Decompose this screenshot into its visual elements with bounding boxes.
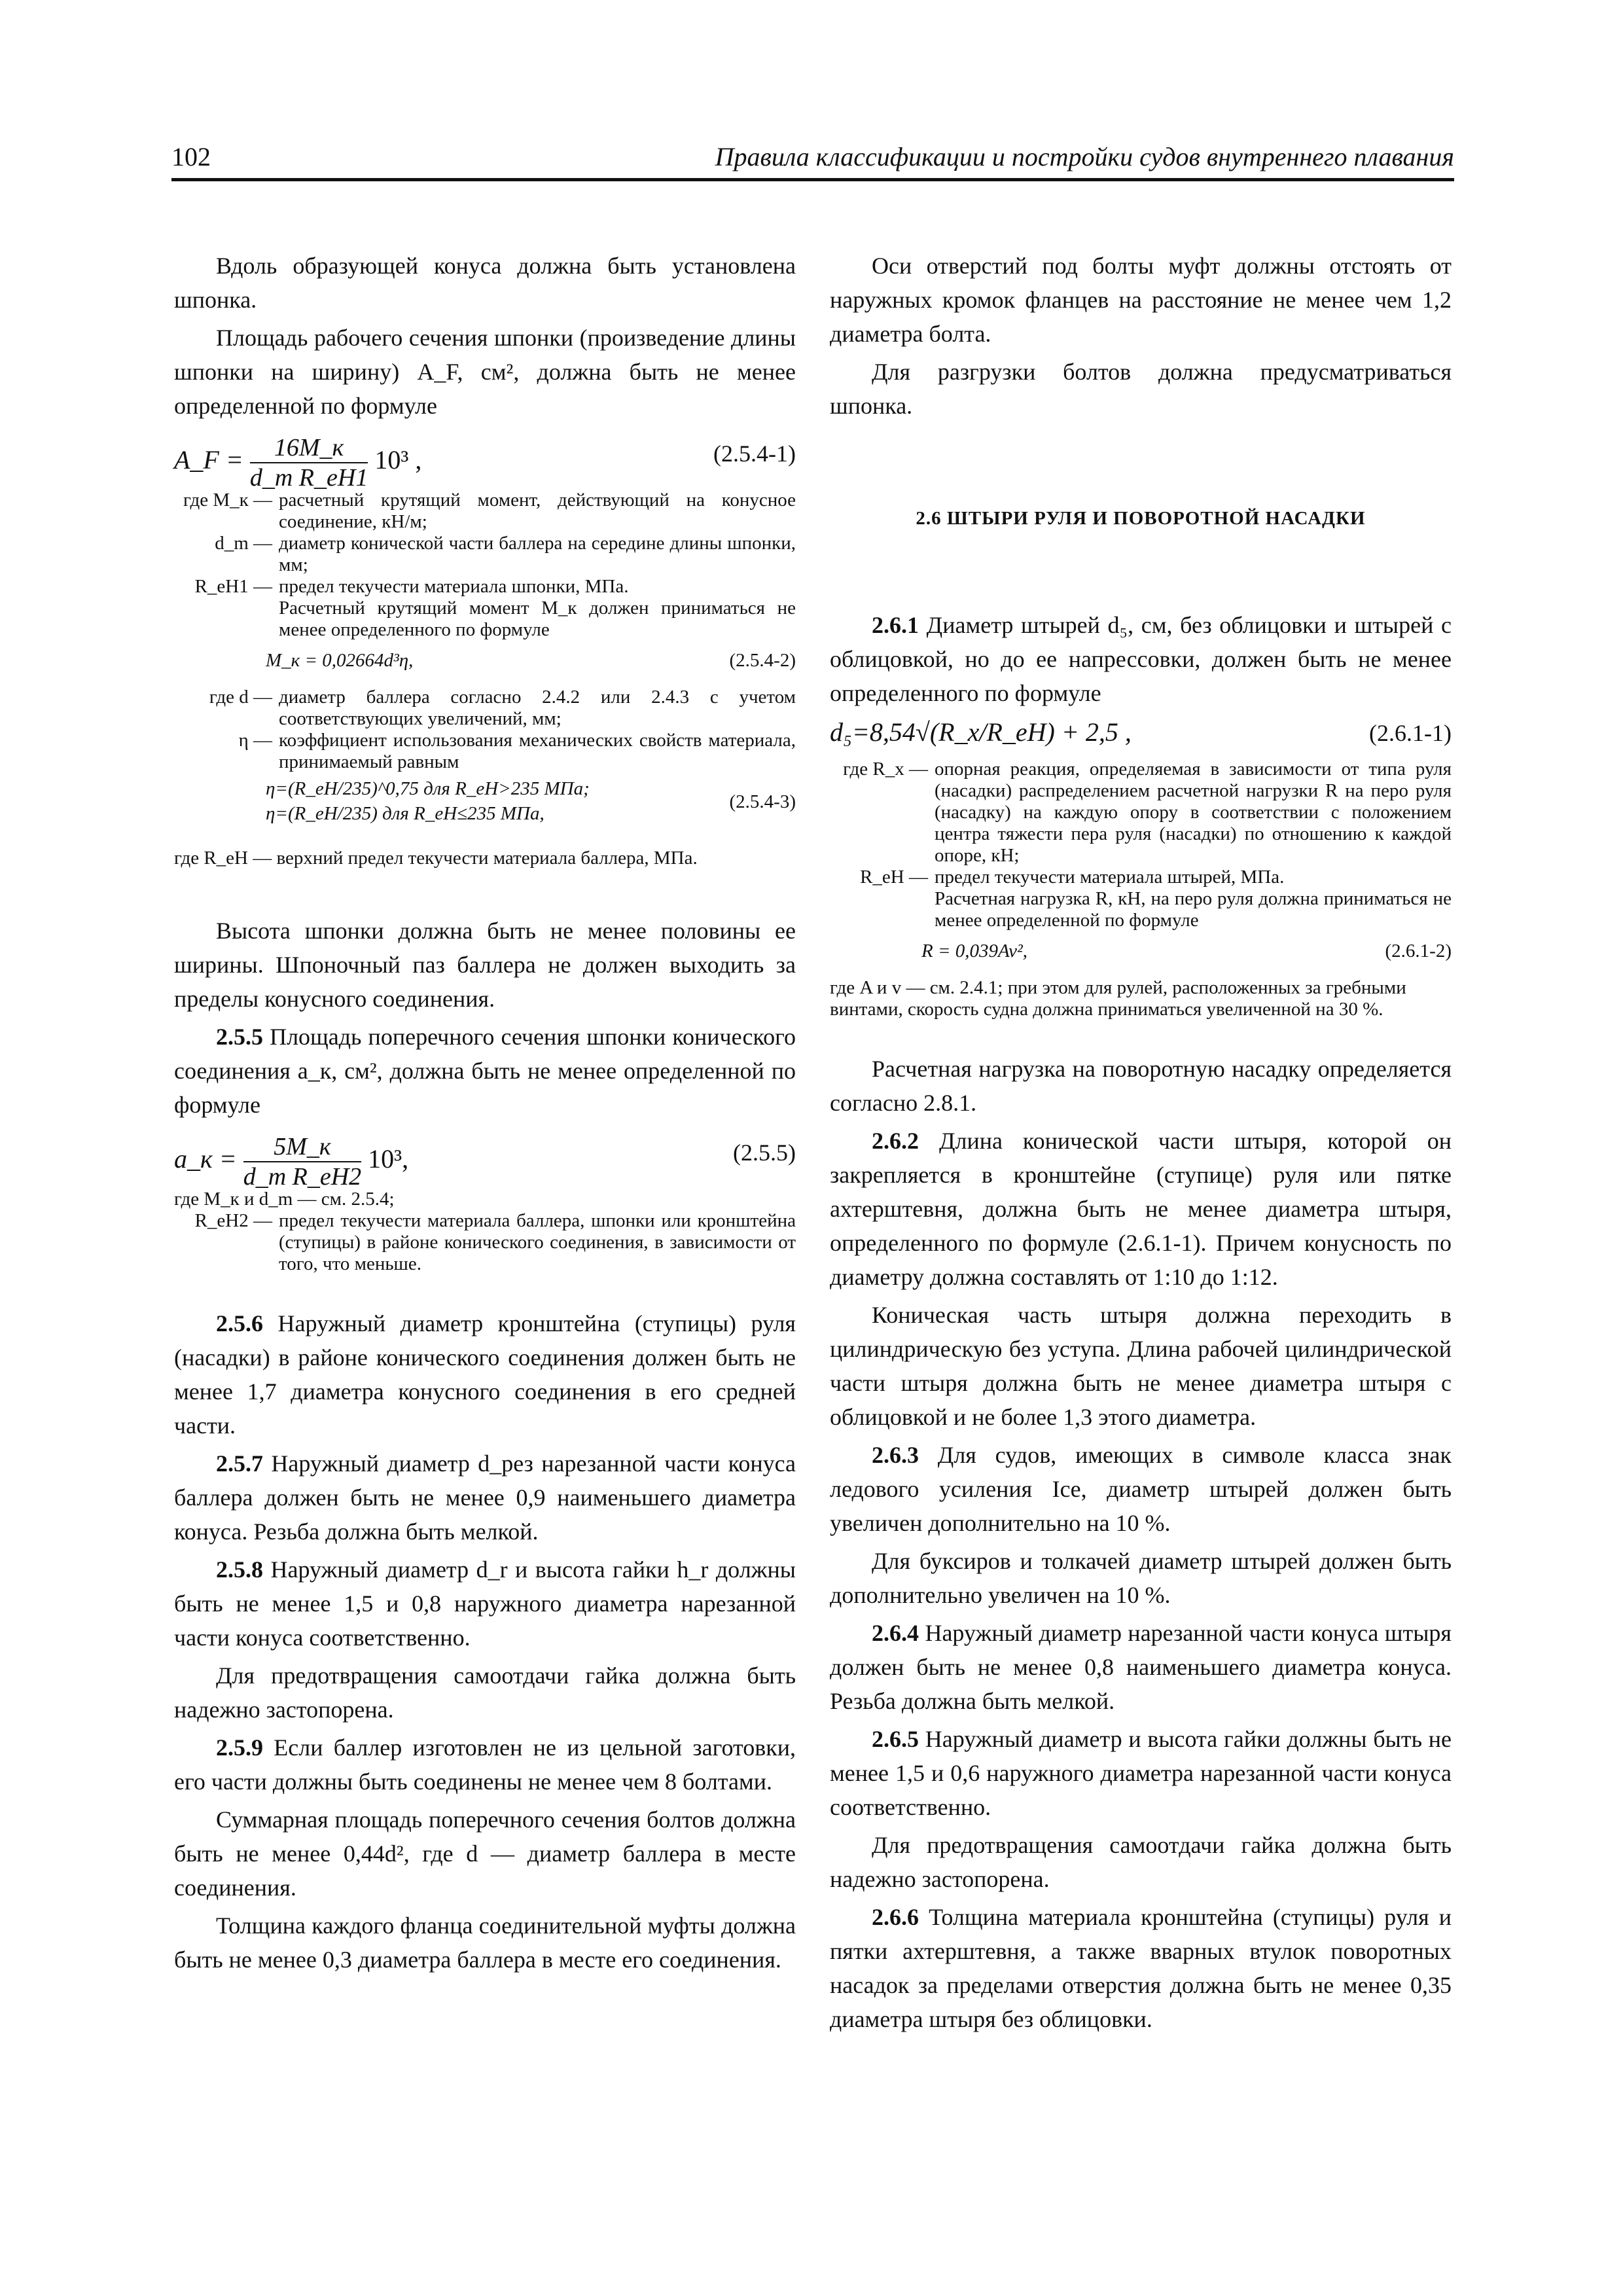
symbol-text: диаметр баллера согласно 2.4.2 или 2.4.3 с учетом соответствующих увеличений, мм; <box>279 687 796 729</box>
formula-number: (2.6.1-2) <box>1385 941 1452 961</box>
fraction <box>243 1132 361 1191</box>
clause-text: Длина конической части штыря, которой он закрепляется в кронштейне (ступице) руля или пятке ахтерштевня, должна быть не менее диаметра штыря, определенного по формуле (2.6.1-1). Причем конусность по диаметру должна составлять от 1:10 до 1:12. <box>830 1128 1452 1290</box>
paragraph <box>174 1731 796 1799</box>
clause-text: Если баллер изготовлен не из цельной заготовки, его части должны быть соединены не менее чем 8 болтами. <box>174 1734 796 1795</box>
clause-number: 2.6.3 <box>872 1442 919 1468</box>
clause-number: 2.5.9 <box>216 1734 263 1761</box>
multiplier: 10³ , <box>374 445 422 475</box>
formula-2-6-1-2 <box>830 937 1452 971</box>
clause-text: Площадь поперечного сечения шпонки конического соединения a_к, см², должна быть не менее определенной по формуле <box>174 1024 796 1118</box>
where-block <box>174 490 796 641</box>
symbol-label: η — <box>238 730 272 751</box>
denominator: d_m R_eH1 <box>249 464 368 492</box>
symbol-label: R_eH1 — <box>194 576 272 597</box>
clause-text: Наружный диаметр d_рез нарезанной части конуса баллера должен быть не менее 0,9 наименьшего диаметра конуса. Резьба должна быть мелкой. <box>174 1450 796 1545</box>
symbol-text: коэффициент использования механических свойств материала, принимаемый равным <box>279 730 796 772</box>
symbol-label: где d — <box>209 687 272 708</box>
symbol-text: опорная реакция, определяемая в зависимости от типа руля (насадки) распределением расчетной нагрузки R на перо руля (насадку) на каждую опору в соответствии с положением центра тяжести пера руля (насадки) по отношению к каждой опоре, кН; <box>935 759 1452 866</box>
paragraph <box>830 1722 1452 1824</box>
formula-2-6-1-1 <box>830 714 1452 753</box>
note-text: Расчетная нагрузка R, кН, на перо руля должна приниматься не менее определенной по формуле <box>935 888 1452 931</box>
paragraph: Вдоль образующей конуса должна быть установлена шпонка. <box>174 253 796 313</box>
symbol-text: расчетный крутящий момент, действующий на конусное соединение, кН/м; <box>279 490 796 532</box>
symbol-label: где M_к — <box>183 490 272 511</box>
paragraph: Для буксиров и толкачей диаметр штырей должен быть дополнительно увеличен на 10 %. <box>830 1548 1452 1608</box>
formula-line: η=(R_eH/235)^0,75 для R_eH>235 МПа; <box>266 778 590 799</box>
paragraph: Толщина каждого фланца соединительной муфты должна быть не менее 0,3 диаметра баллера в месте его соединения. <box>174 1912 796 1973</box>
paragraph: Высота шпонки должна быть не менее половины ее ширины. Шпоночный паз баллера не должен выходить за пределы конусного соединения. <box>174 918 796 1012</box>
paragraph <box>830 608 1452 710</box>
clause-number: 2.6.5 <box>872 1726 919 1752</box>
where-line: где M_к и d_m — см. 2.5.4; <box>174 1189 395 1210</box>
symbol-label: где R_x — <box>843 759 928 780</box>
clause-text: Наружный диаметр нарезанной части конуса штыря должен быть не менее 0,8 наименьшего диаметра конуса. Резьба должна быть мелкой. <box>830 1620 1452 1714</box>
formula-number: (2.5.4-1) <box>713 440 796 467</box>
paragraph: Площадь рабочего сечения шпонки (произведение длины шпонки на ширину) A_F, см², должна быть не менее определенной по формуле <box>174 325 796 419</box>
paragraph <box>174 1446 796 1549</box>
symbol-text: диаметр конической части баллера на середине длины шпонки, мм; <box>279 533 796 575</box>
formula-lhs: a_к = <box>174 1144 237 1174</box>
clause-number: 2.6.4 <box>872 1620 919 1646</box>
where-block <box>174 1189 796 1275</box>
paragraph <box>830 1124 1452 1294</box>
paragraph <box>174 1552 796 1655</box>
page-number: 102 <box>171 142 211 171</box>
formula-expression: M_к = 0,02664d³η, <box>266 650 414 671</box>
formula-number: (2.5.4-2) <box>729 650 796 671</box>
section-heading: 2.6 ШТЫРИ РУЛЯ И ПОВОРОТНОЙ НАСАДКИ <box>916 508 1366 529</box>
numerator: 16M_к <box>250 433 368 463</box>
where-line: где R_eH — верхний предел текучести материала баллера, МПа. <box>174 848 698 869</box>
symbol-label: d_m — <box>215 533 272 554</box>
paragraph: Оси отверстий под болты муфт должны отстоять от наружных кромок фланцев на расстояние не менее чем 1,2 диаметра болта. <box>830 253 1452 347</box>
formula-number: (2.5.5) <box>733 1139 796 1166</box>
symbol-label: R_eH2 — <box>194 1210 272 1231</box>
symbol-label: R_eH — <box>860 867 928 888</box>
paragraph <box>830 1616 1452 1718</box>
where-block <box>830 759 1452 931</box>
clause-text: Для судов, имеющих в символе класса знак ледового усиления Ice, диаметр штырей должен быть увеличен дополнительно на 10 %. <box>830 1442 1452 1536</box>
note-text: Расчетный крутящий момент M_к должен приниматься не менее определенного по формуле <box>279 598 796 640</box>
clause-text: Диаметр штырей d₅, см, без облицовки и штырей с облицовкой, но до ее напрессовки, должен быть не менее определенного по формуле <box>830 612 1452 706</box>
formula-expression: R = 0,039Av², <box>921 941 1027 961</box>
where-line: где A и v — см. 2.4.1; при этом для рулей, расположенных за гребными винтами, скорость судна должна приниматься увеличенной на 30 %. <box>830 977 1406 1020</box>
where-block <box>174 687 796 773</box>
multiplier: 10³, <box>368 1144 409 1174</box>
running-title: Правила классификации и постройки судов внутреннего плавания <box>715 142 1454 171</box>
paragraph: Суммарная площадь поперечного сечения болтов должна быть не менее 0,44d², где d — диаметр баллера в месте соединения. <box>174 1806 796 1901</box>
clause-number: 2.5.6 <box>216 1310 263 1336</box>
formula-expression: d₅=8,54√(R_x/R_eH) + 2,5 , <box>830 717 1132 747</box>
clause-text: Наружный диаметр d_r и высота гайки h_r должны быть не менее 1,5 и 0,8 наружного диаметра нарезанной части конуса соответственно. <box>174 1556 796 1651</box>
denominator: d_m R_eH2 <box>243 1163 362 1191</box>
clause-number: 2.5.5 <box>216 1024 263 1050</box>
clause-number: 2.5.7 <box>216 1450 263 1477</box>
numerator: 5M_к <box>243 1132 361 1162</box>
clause-number: 2.6.2 <box>872 1128 919 1154</box>
paragraph: Для предотвращения самоотдачи гайка должна быть надежно застопорена. <box>174 1662 796 1723</box>
paragraph: Для разгрузки болтов должна предусматриваться шпонка. <box>830 359 1452 419</box>
left-column <box>174 249 796 1981</box>
paragraph <box>174 1306 796 1443</box>
symbol-text: предел текучести материала штырей, МПа. <box>935 867 1285 888</box>
paragraph: Расчетная нагрузка на поворотную насадку определяется согласно 2.8.1. <box>830 1056 1452 1116</box>
formula-2-5-4-3 <box>174 778 796 831</box>
clause-text: Наружный диаметр и высота гайки должны быть не менее 1,5 и 0,6 наружного диаметра нарезанной части конуса соответственно. <box>830 1726 1452 1820</box>
formula-number: (2.6.1-1) <box>1369 720 1452 746</box>
paragraph <box>830 1900 1452 2036</box>
formula-2-5-4-2 <box>174 646 796 680</box>
clause-number: 2.5.8 <box>216 1556 263 1583</box>
paragraph <box>830 1438 1452 1540</box>
formula-2-5-5 <box>174 1126 796 1191</box>
formula-number: (2.5.4-3) <box>729 791 796 812</box>
right-column <box>830 249 1452 2040</box>
clause-text: Наружный диаметр кронштейна (ступицы) руля (насадки) в районе конического соединения должен быть не менее 1,7 диаметра конусного соединения в его средней части. <box>174 1310 796 1439</box>
paragraph <box>174 1020 796 1122</box>
fraction <box>250 433 368 492</box>
symbol-text: предел текучести материала шпонки, МПа. <box>279 576 629 597</box>
clause-number: 2.6.6 <box>872 1904 919 1930</box>
formula-lhs: A_F = <box>174 445 243 475</box>
formula-line: η=(R_eH/235) для R_eH≤235 МПа, <box>266 803 544 824</box>
paragraph: Коническая часть штыря должна переходить в цилиндрическую без уступа. Длина рабочей цилиндрической части штыря должна быть не менее диаметра штыря с облицовкой и не более 1,3 этого диаметра. <box>830 1302 1452 1430</box>
page-header <box>171 140 1454 181</box>
clause-text: Толщина материала кронштейна (ступицы) руля и пятки ахтерштевня, а также вварных втулок поворотных насадок за пределами отверстия должна быть не менее 0,35 диаметра штыря без облицовки. <box>830 1904 1452 2032</box>
formula-2-5-4-1 <box>174 427 796 492</box>
paragraph: Для предотвращения самоотдачи гайка должна быть надежно застопорена. <box>830 1832 1452 1892</box>
symbol-text: предел текучести материала баллера, шпонки или кронштейна (ступицы) в районе конического соединения, в зависимости от того, что меньше. <box>279 1210 796 1274</box>
clause-number: 2.6.1 <box>872 612 919 638</box>
